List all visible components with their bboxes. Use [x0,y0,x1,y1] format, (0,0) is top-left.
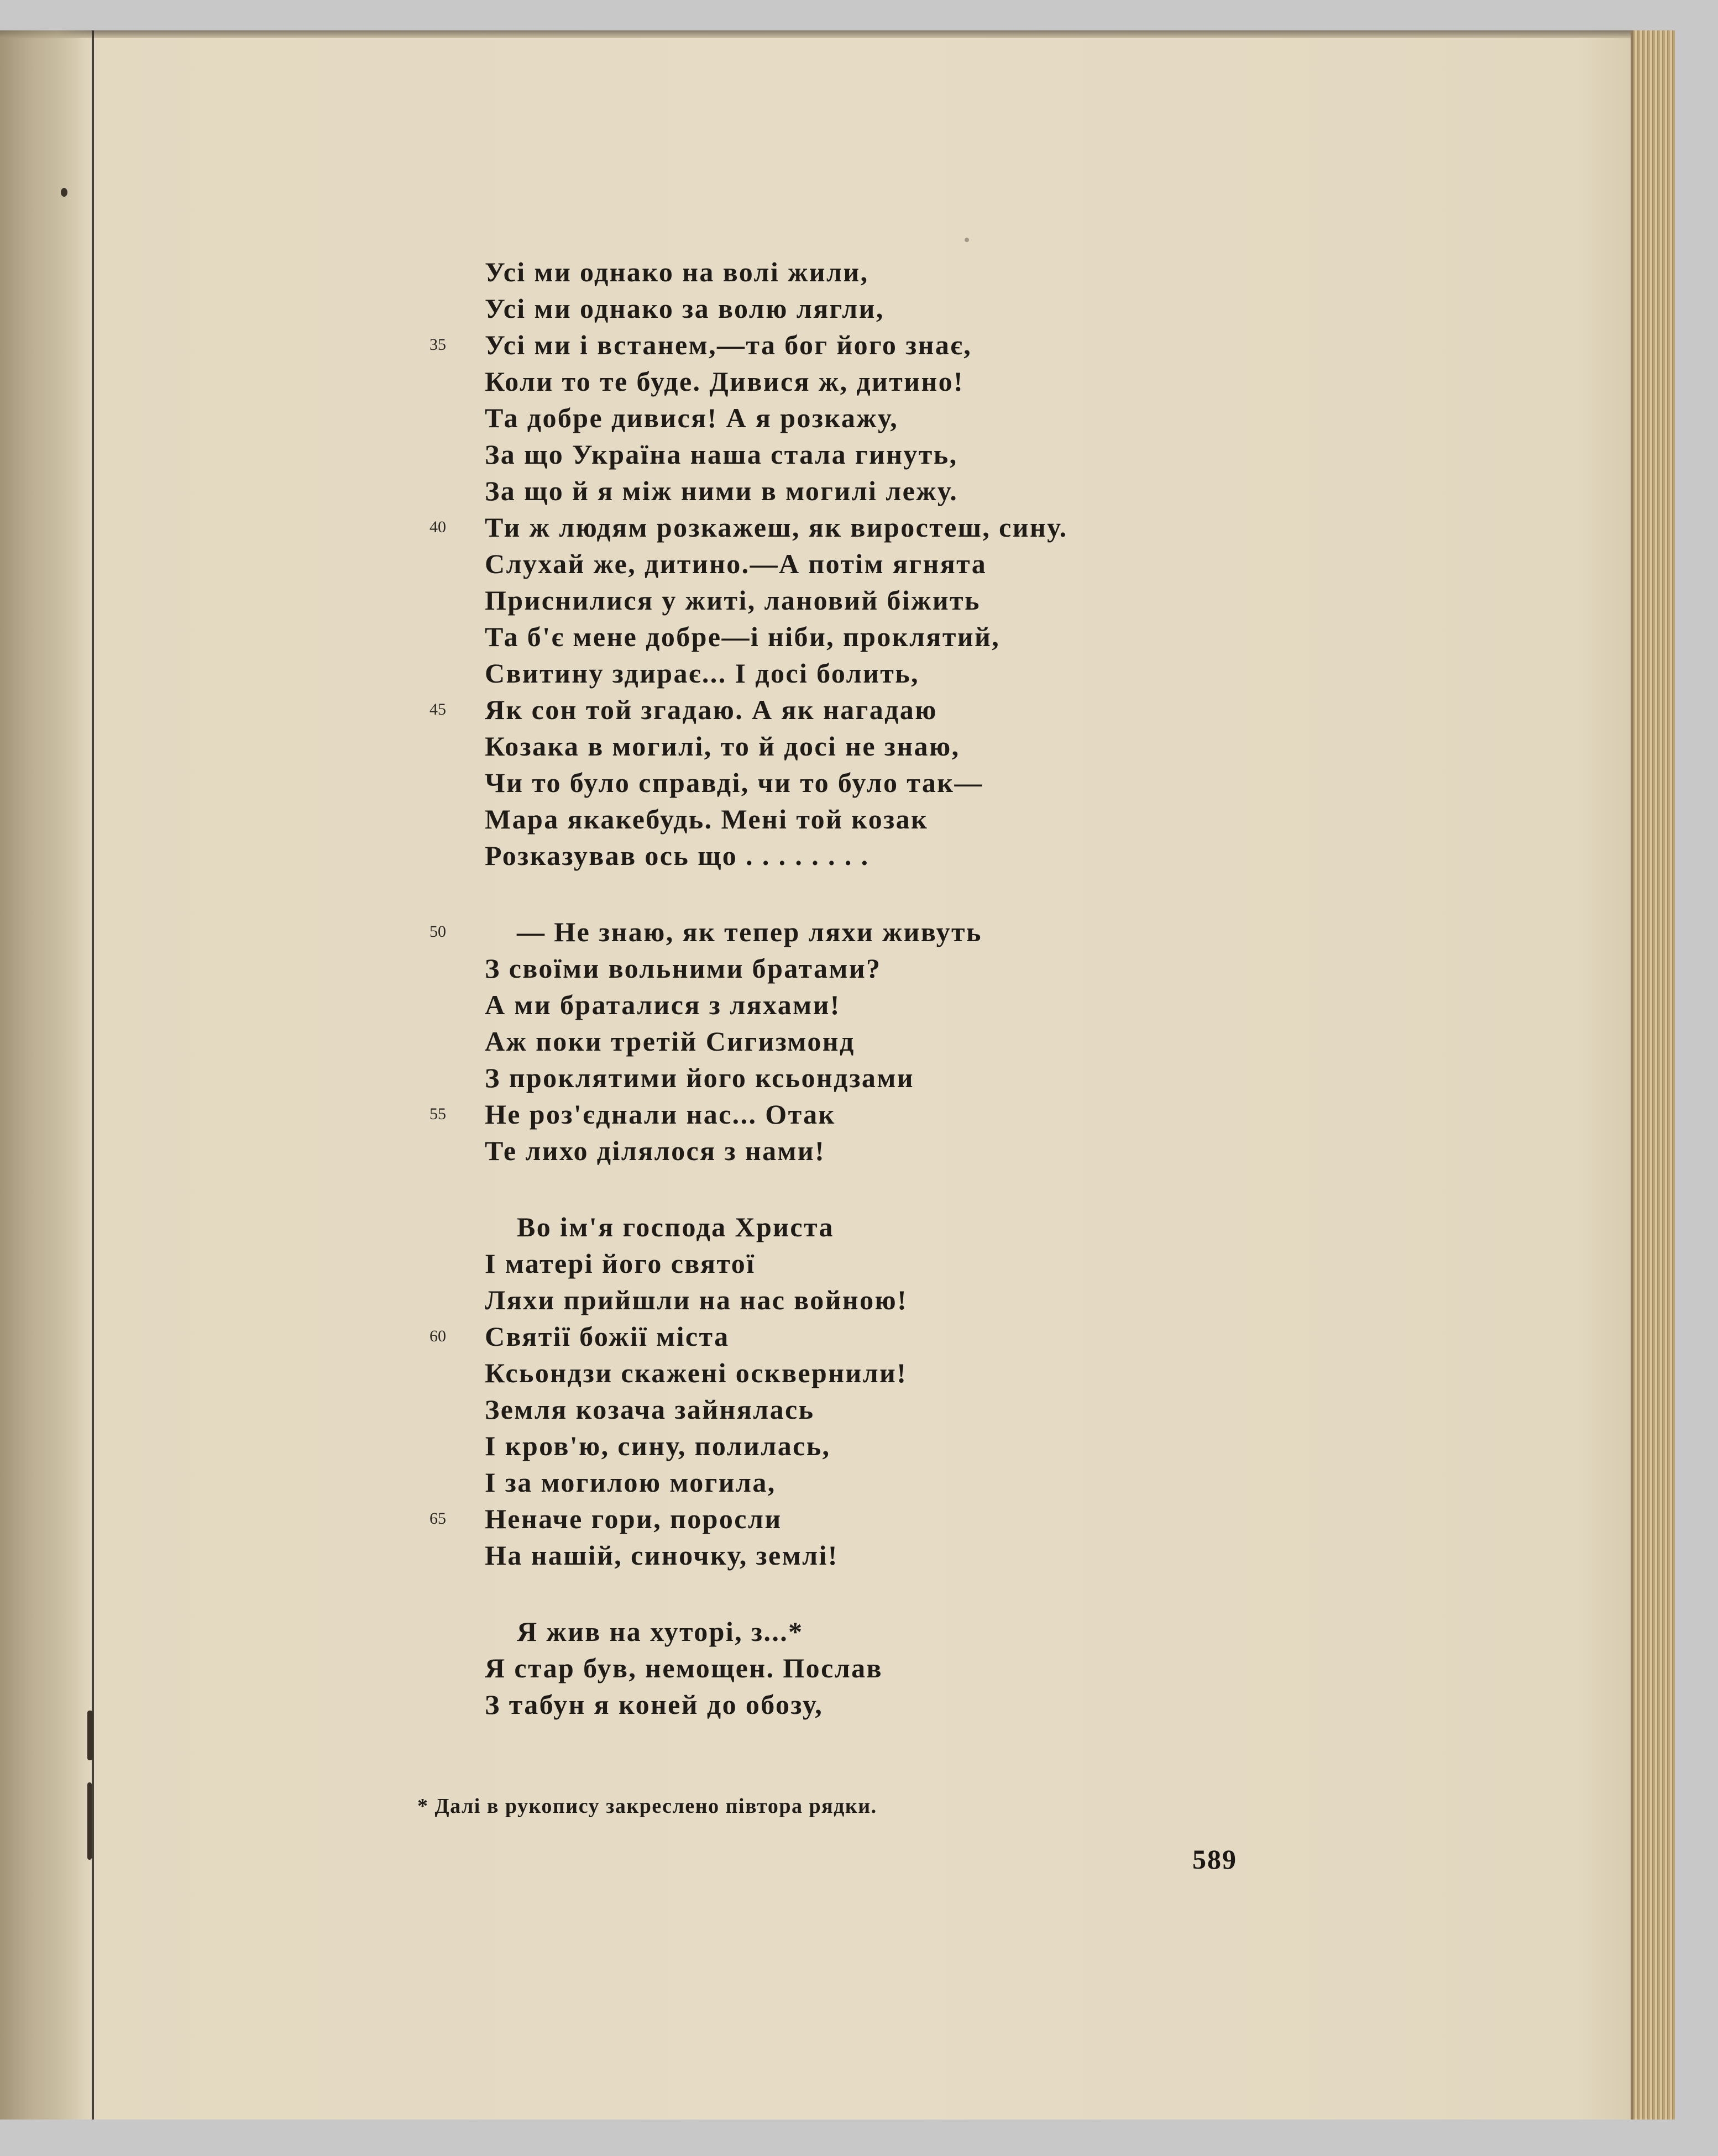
verse-line [485,583,981,618]
ink-speck [965,238,969,242]
verse-text: З своїми вольними братами? [485,953,882,984]
verse-text: Те лихо ділялося з нами! [485,1135,826,1166]
verse-line [430,914,982,950]
verse-text: Неначе гори, поросли [485,1503,782,1534]
verse-line [485,473,958,508]
verse-line [485,987,841,1022]
book-page [0,30,1675,2120]
footnote: * Далі в рукопису закреслено півтора рядки. [417,1795,877,1818]
verse-text: Ксьондзи скажені осквернили! [485,1357,908,1388]
verse-text: Чи то було справді, чи то було так— [485,767,983,798]
verse-line [485,1060,914,1095]
verse-line [485,254,869,290]
verse-text: Усі ми і встанем,—та бог його знає, [485,329,972,360]
verse-line [485,655,919,691]
verse-text: Та б'є мене добре—і ніби, проклятий, [485,621,1001,652]
line-number: 65 [430,1509,446,1528]
line-number: 35 [430,335,446,354]
verse-line [485,1650,883,1686]
verse-line [485,619,1000,654]
verse-text: Приснилися у житі, лановий біжить [485,585,981,616]
verse-line [430,510,1068,545]
verse-text: За що й я між ними в могилі лежу. [485,475,958,506]
verse-line [485,1392,814,1427]
verse-line [485,1133,825,1168]
verse-line [485,1428,830,1463]
verse-text: Усі ми однако за волю лягли, [485,293,884,324]
verse-line [485,1355,907,1391]
ink-speck [87,1782,92,1860]
verse-text: Аж поки третій Сигизмонд [485,1026,855,1057]
verse-line [485,728,960,764]
verse-line [430,327,972,363]
verse-text: З проклятими його ксьондзами [485,1062,914,1093]
verse-text: Мара якакебудь. Мені той козак [485,804,929,835]
spine-line [92,30,94,2120]
verse-text: — Не знаю, як тепер ляхи живуть [517,916,982,947]
line-number: 45 [430,700,446,718]
verse-text: З табун я коней до обозу, [485,1689,824,1720]
verse-text: За що Україна наша стала гинуть, [485,439,958,470]
verse-text: Як сон той згадаю. А як нагадаю [485,694,937,725]
verse-line [430,1097,836,1132]
verse-line [485,364,964,399]
line-number: 60 [430,1327,446,1345]
verse-text: Свитину здирає... І досі болить, [485,658,919,689]
verse-line [517,1614,804,1649]
page-top-shadow [0,30,1675,38]
verse-text: Та добре дивися! А я розкажу, [485,402,899,433]
verse-line [485,291,884,326]
verse-text: І кров'ю, сину, полилась, [485,1430,831,1461]
verse-line [485,765,983,800]
verse-text: Во ім'я господа Христа [517,1211,834,1242]
verse-text: І матері його святої [485,1248,756,1279]
verse-text: На нашій, синочку, землі! [485,1540,839,1571]
verse-line [517,1209,834,1245]
verse-text: Я стар був, немощен. Послав [485,1653,883,1683]
verse-line [485,546,987,581]
verse-text: А ми браталися з ляхами! [485,989,841,1020]
verse-line [485,801,928,837]
verse-line [485,951,881,986]
line-number: 55 [430,1105,446,1123]
verse-line [485,1282,908,1318]
verse-line [485,1687,823,1722]
verse-text: Козака в могилі, то й досі не знаю, [485,731,960,762]
line-number: 50 [430,922,446,941]
ink-speck [87,1711,93,1760]
verse-text: Ти ж людям розкажеш, як виростеш, сину. [485,512,1068,543]
verse-text: Земля козача зайнялась [485,1394,815,1425]
verse-text: Слухай же, дитино.—А потім ягнята [485,548,987,579]
verse-text: Розказував ось що . . . . . . . . [485,840,870,871]
spine-shadow [0,30,94,2120]
verse-line [485,1024,855,1059]
verse-line [485,400,898,436]
verse-line [430,1501,782,1536]
verse-text: І за могилою могила, [485,1467,776,1498]
verse-line [485,437,958,472]
verse-text: Я жив на хуторі, з...* [517,1616,804,1647]
verse-text: Ляхи прийшли на нас войною! [485,1284,908,1315]
verse-line [485,1246,755,1281]
verse-text: Не роз'єднали нас... Отак [485,1099,836,1130]
page-fore-edge [1633,30,1675,2120]
verse-line [430,692,937,727]
verse-text: Усі ми однако на волі жили, [485,256,869,287]
verse-line [430,1319,730,1354]
line-number: 40 [430,518,446,536]
verse-line [485,838,870,873]
verse-text: Святії божії міста [485,1321,730,1352]
ink-speck [61,188,67,197]
verse-line [485,1538,839,1573]
verse-line [485,1465,776,1500]
page-number: 589 [1192,1844,1237,1875]
verse-text: Коли то те буде. Дивися ж, дитино! [485,366,965,397]
